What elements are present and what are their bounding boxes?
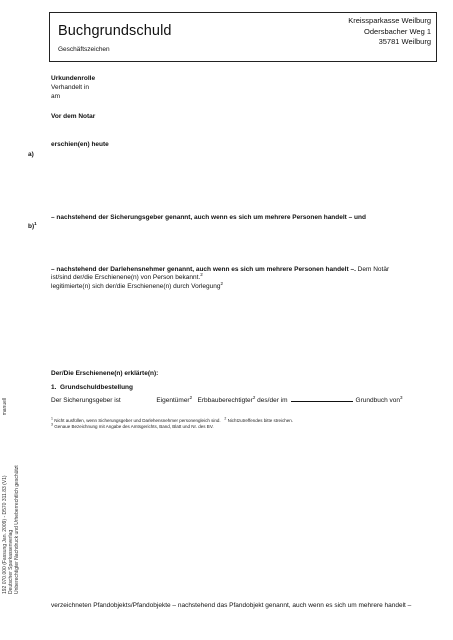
copyright-note: Unberechtigter Nachdruck und Urheberrechtlich geschützt <box>14 465 20 594</box>
party-b-marker: b)$^1$ <box>28 220 37 230</box>
bank-street: Odersbacher Weg 1 <box>364 26 431 36</box>
bank-name: Kreissparkasse Weilburg <box>348 16 431 25</box>
register-line: Der Sicherungsgeber ist Eigentümer$^2$ Erbbauberechtigter$^2$ des/der im Grundbuch von$^3$ <box>51 394 403 404</box>
section-heading: 1. Grundschuldbestellung <box>51 384 133 391</box>
party-b-text: – nachstehend der Darlehensnehmer genannt, auch wenn es sich um mehrere Personen handelt –. Dem Notär <box>51 266 390 273</box>
register-blank-line[interactable] <box>291 395 353 402</box>
identification-line: legitimierte(n) sich der/die Erschienene(n) durch Vorlegung$^2$ <box>51 280 223 290</box>
date-label: am <box>51 93 61 100</box>
publisher: Deutscher Sparkassenverlag <box>8 529 14 594</box>
executed-in-label: Verhandelt in <box>51 84 89 91</box>
appeared-label: erschien(en) heute <box>51 141 109 148</box>
party-a-text: – nachstehend der Sicherungsgeber genannt, auch wenn es sich um mehrere Personen handelt – und <box>51 214 366 221</box>
pledged-objects-line: verzeichneten Pfandobjekts/Pfandobjekte – nachstehend das Pfandobjekt genannt, auch wenn es sich um mehrere handelt – <box>51 602 412 609</box>
footnote-row-2: $^3$ Genaue Bezeichnung mit Angabe des Amtsgerichts, Band, Blatt und Nr. des BV. <box>51 422 214 429</box>
form-number-sidebar <box>2 398 20 594</box>
footnote-row-1: $^1$ Nicht ausfüllen, wenn Sicherungsgeber und Darlehensnehmer personengleich sind. $^2$ Nichtzutreffendes bitte streichen. <box>51 416 294 423</box>
declaration-heading: Der/Die Erschienene(n) erklärte(n): <box>51 370 159 377</box>
document-title: Buchgrundschuld <box>58 23 172 39</box>
bank-address <box>348 16 431 48</box>
party-a-marker: a) <box>28 151 34 158</box>
roll-label: Urkundenrolle <box>51 75 96 82</box>
bank-city: 35781 Weilburg <box>378 37 431 46</box>
known-in-person-line: ist/sind der/die Erschienene(n) von Person bekannt.$^2$ <box>51 271 203 281</box>
file-reference-label: Geschäftszeichen <box>58 46 110 53</box>
notary-label: Vor dem Notar <box>51 113 96 120</box>
header-box <box>49 12 437 62</box>
form-number: 192 070.000 (Fassung Jan. 2009) - D570 311.83 (V1)manuell <box>2 397 8 594</box>
footnotes <box>51 418 293 430</box>
